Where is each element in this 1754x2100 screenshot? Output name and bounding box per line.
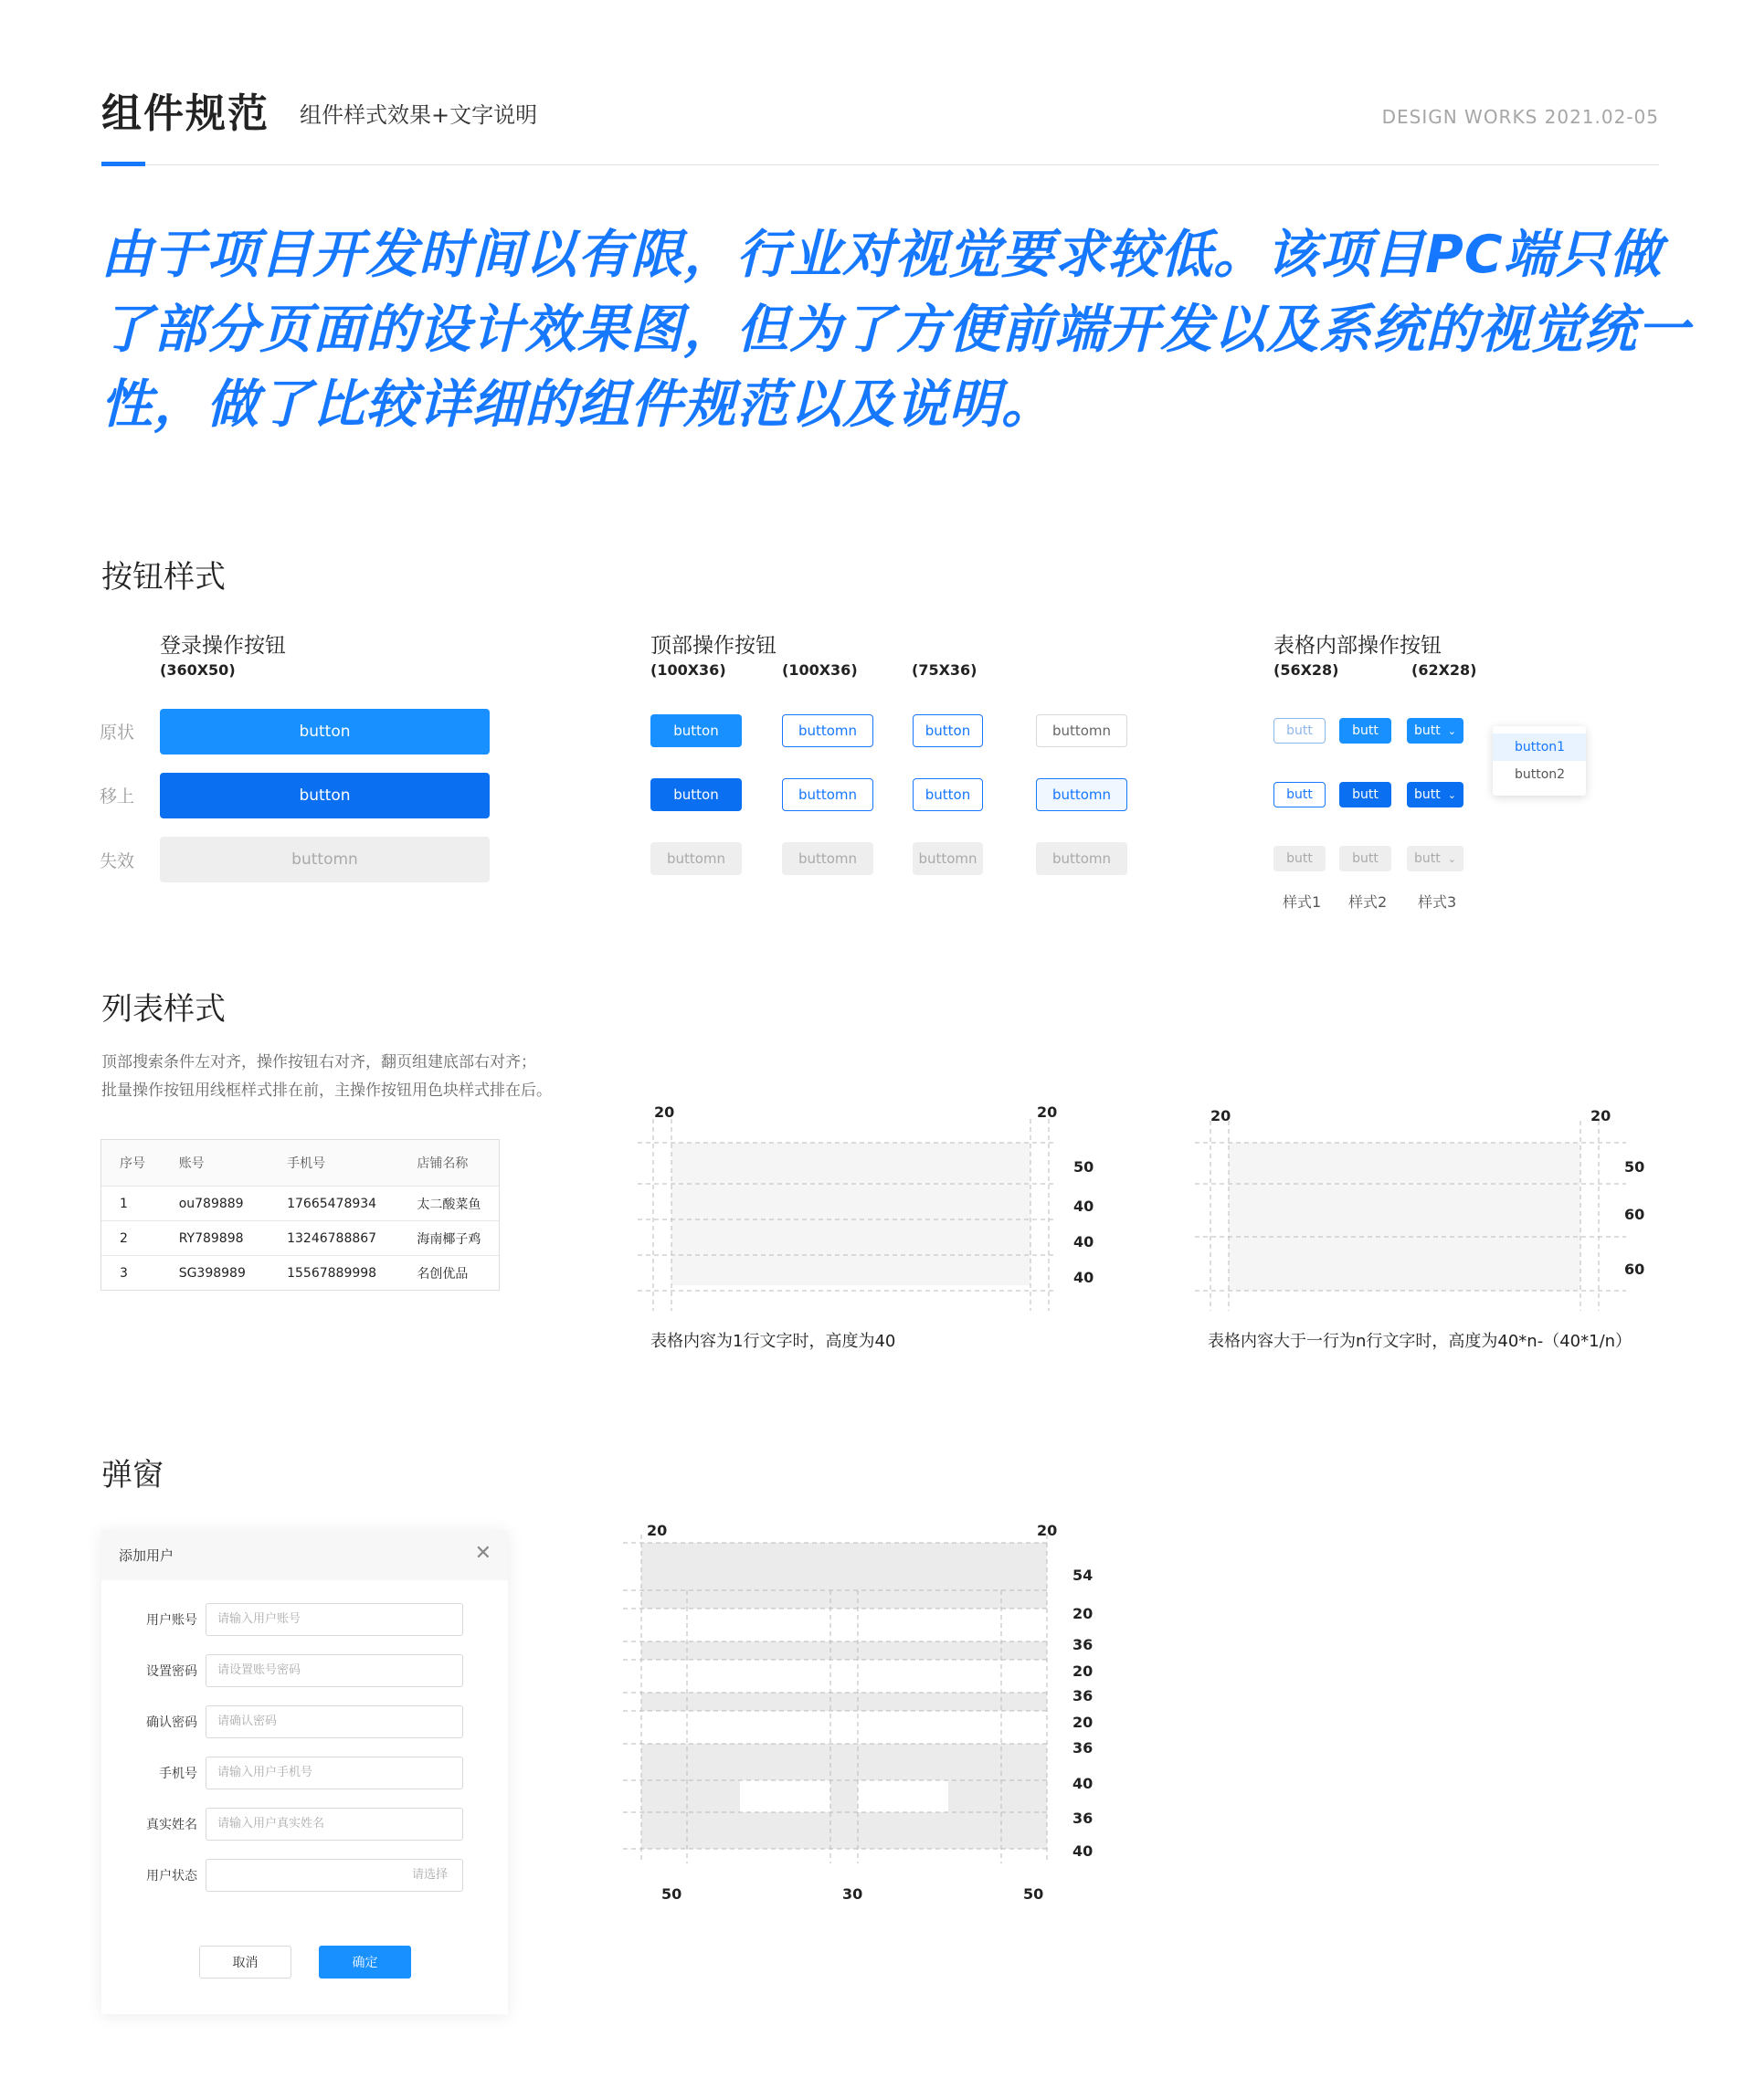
spec1-height-4: 40 [1073,1269,1094,1286]
top-small-outline-button-hover[interactable]: button [913,778,983,811]
top-outline-button-normal[interactable]: buttomn [782,714,873,747]
password-input[interactable]: 请设置账号密码 [206,1654,463,1687]
intro-text: 由于项目开发时间以有限，行业对视觉要求较低。该项目PC端只做了部分页面的设计效果图，但为了方便前端开发以及系统的视觉统一性，做了比较详细的组件规范以及说明。 [100,225,1690,435]
modal-spec-margin-right: 20 [1037,1522,1058,1539]
table-spec-diagram-2 [1188,1092,1663,1366]
top-outline-button-disabled: buttomn [782,842,873,875]
top-small-button-disabled: buttomn [913,842,983,875]
top-small-outline-button-normal[interactable]: button [913,714,983,747]
form-row-account [101,1603,508,1636]
table-dropdown-button-label: butt [1414,787,1441,802]
table-dropdown-button-hover[interactable] [1407,782,1463,807]
table-row[interactable] [101,1220,499,1255]
login-button-group-title: 登录操作按钮 [160,634,286,658]
modal-spec-height: 20 [1072,1714,1094,1731]
chevron-down-icon: ⌄ [1447,852,1456,865]
field-label: 确认密码 [146,1715,197,1730]
form-row-confirm-password [101,1705,508,1738]
confirm-button[interactable]: 确定 [319,1946,411,1979]
top-default-button-normal[interactable]: buttomn [1036,714,1127,747]
modal-spec-bottom-width: 50 [661,1885,682,1903]
chevron-down-icon: ⌄ [1447,788,1456,801]
spec2-margin-left: 20 [1210,1107,1231,1124]
spec2-height-2: 60 [1624,1206,1645,1223]
modal-spec-bottom-width: 30 [842,1885,863,1903]
account-input[interactable]: 请输入用户账号 [206,1603,463,1636]
style-label-1: 样式1 [1283,893,1322,911]
spec1-caption: 表格内容为1行文字时，高度为40 [650,1332,896,1351]
table-dropdown-button-normal[interactable] [1407,718,1463,744]
modal-spec-height: 36 [1072,1687,1094,1704]
modal-spec-margin-left: 20 [647,1522,668,1539]
top-outline-button-hover[interactable]: buttomn [782,778,873,811]
real-name-input[interactable]: 请输入用户真实姓名 [206,1808,463,1841]
spec2-height-1: 50 [1624,1158,1645,1176]
field-label: 设置密码 [146,1664,197,1679]
table-button-dropdown-menu [1493,726,1586,796]
table-cell: 15567889998 [287,1265,377,1281]
form-row-status [101,1859,508,1892]
field-label: 用户账号 [146,1613,197,1628]
table-primary-button-hover[interactable]: butt [1339,782,1391,807]
table-outline-button-disabled: butt [1273,846,1326,871]
top-default-button-disabled: buttomn [1036,842,1127,875]
dropdown-item-button2[interactable]: button2 [1515,767,1566,782]
modal-spec-height: 54 [1072,1567,1094,1584]
top-primary-button-hover[interactable]: button [650,778,742,811]
spec1-margin-left: 20 [654,1103,675,1121]
list-description-line-1: 顶部搜索条件左对齐，操作按钮右对齐，翻页组建底部右对齐； [101,1053,536,1071]
table-cell: 海南椰子鸡 [417,1231,481,1247]
table-cell: 名创优品 [417,1266,469,1282]
form-row-real-name [101,1808,508,1841]
cancel-button[interactable]: 取消 [199,1946,291,1979]
table-header-cell: 手机号 [287,1156,326,1171]
example-table [100,1139,500,1291]
table-row[interactable] [101,1255,499,1290]
table-outline-button-hover[interactable]: butt [1273,782,1326,807]
row-label-disabled: 失效 [100,851,135,871]
row-label-normal: 原状 [100,723,135,743]
chevron-down-icon: ⌄ [1447,724,1456,737]
dropdown-item-button1[interactable]: button1 [1493,733,1586,761]
table-cell: 2 [120,1230,128,1246]
top-button-group-title: 顶部操作按钮 [650,634,777,658]
header-divider [101,164,1659,165]
top-button-size-1: (100X36) [650,661,726,679]
spec1-height-1: 50 [1073,1158,1094,1176]
close-icon[interactable]: ✕ [474,1542,491,1565]
table-header-row [101,1140,499,1186]
table-cell: 17665478934 [287,1196,377,1211]
spec1-margin-right: 20 [1037,1103,1058,1121]
table-header-cell: 店铺名称 [417,1156,469,1171]
table-row[interactable] [101,1186,499,1220]
phone-input[interactable]: 请输入用户手机号 [206,1757,463,1789]
field-label: 用户状态 [146,1869,197,1884]
table-button-group-title: 表格内部操作按钮 [1273,634,1442,658]
top-button-size-2: (100X36) [782,661,858,679]
top-primary-button-disabled: buttomn [650,842,742,875]
page-subtitle: 组件样式效果+文字说明 [300,102,538,128]
table-button-size-2: (62X28) [1411,661,1477,679]
modal-title: 添加用户 [101,1530,508,1580]
modal-spec-height: 20 [1072,1662,1094,1680]
row-label-hover: 移上 [100,786,135,807]
list-description-line-2: 批量操作按钮用线框样式排在前，主操作按钮用色块样式排在后。 [101,1082,552,1100]
spec2-height-3: 60 [1624,1261,1645,1278]
add-user-modal [101,1530,508,2014]
table-primary-button-normal[interactable]: butt [1339,718,1391,744]
table-cell: RY789898 [178,1230,244,1246]
modal-spec-diagram [621,1516,1096,1882]
modal-spec-height: 36 [1072,1636,1094,1653]
form-row-password [101,1654,508,1687]
field-label: 真实姓名 [146,1818,197,1832]
login-button-hover[interactable]: button [160,773,490,818]
table-cell: 1 [120,1196,128,1211]
table-dropdown-button-label: butt [1414,851,1441,866]
status-select[interactable] [206,1859,463,1892]
table-dropdown-button-label: butt [1414,723,1441,738]
design-works-label: DESIGN WORKS 2021.02-05 [1381,106,1659,128]
login-button-normal[interactable]: button [160,709,490,755]
table-cell: 13246788867 [287,1230,377,1246]
table-cell: ou789889 [178,1196,244,1211]
section-title-modal: 弹窗 [101,1457,164,1493]
table-dropdown-button-disabled [1407,846,1463,871]
table-cell: 3 [120,1265,128,1281]
modal-spec-bottom-width: 50 [1023,1885,1044,1903]
section-title-buttons: 按钮样式 [101,559,226,596]
table-spec-diagram-1 [630,1092,1142,1366]
modal-spec-height: 20 [1072,1605,1094,1622]
login-button-size: (360X50) [160,661,236,679]
top-button-size-3: (75X36) [912,661,977,679]
modal-spec-height: 40 [1072,1842,1094,1860]
spec2-caption: 表格内容大于一行为n行文字时，高度为40*n-（40*1/n） [1208,1332,1632,1351]
list-description [101,1049,552,1105]
spec1-height-2: 40 [1073,1198,1094,1215]
spec2-margin-right: 20 [1590,1107,1611,1124]
status-select-placeholder: 请选择 [411,1868,448,1882]
form-row-phone [101,1757,508,1789]
login-button-disabled: buttomn [160,837,490,882]
header-accent-bar [101,162,145,166]
field-label: 手机号 [159,1767,197,1781]
section-title-list: 列表样式 [101,991,226,1028]
table-cell: SG398989 [178,1265,246,1281]
table-cell: 太二酸菜鱼 [417,1197,481,1212]
modal-spec-height: 36 [1072,1810,1094,1827]
top-primary-button-normal[interactable]: button [650,714,742,747]
table-button-size-1: (56X28) [1273,661,1339,679]
spec1-height-3: 40 [1073,1233,1094,1251]
table-header-cell: 账号 [178,1156,205,1171]
table-outline-button-normal[interactable]: butt [1273,718,1326,744]
page-title: 组件规范 [101,90,269,137]
modal-spec-height: 40 [1072,1775,1094,1792]
top-default-button-hover[interactable]: buttomn [1036,778,1127,811]
confirm-password-input[interactable]: 请确认密码 [206,1705,463,1738]
style-label-3: 样式3 [1418,893,1457,911]
table-header-cell: 序号 [120,1156,145,1171]
modal-spec-height: 36 [1072,1739,1094,1757]
table-primary-button-disabled: butt [1339,846,1391,871]
style-label-2: 样式2 [1348,893,1388,911]
